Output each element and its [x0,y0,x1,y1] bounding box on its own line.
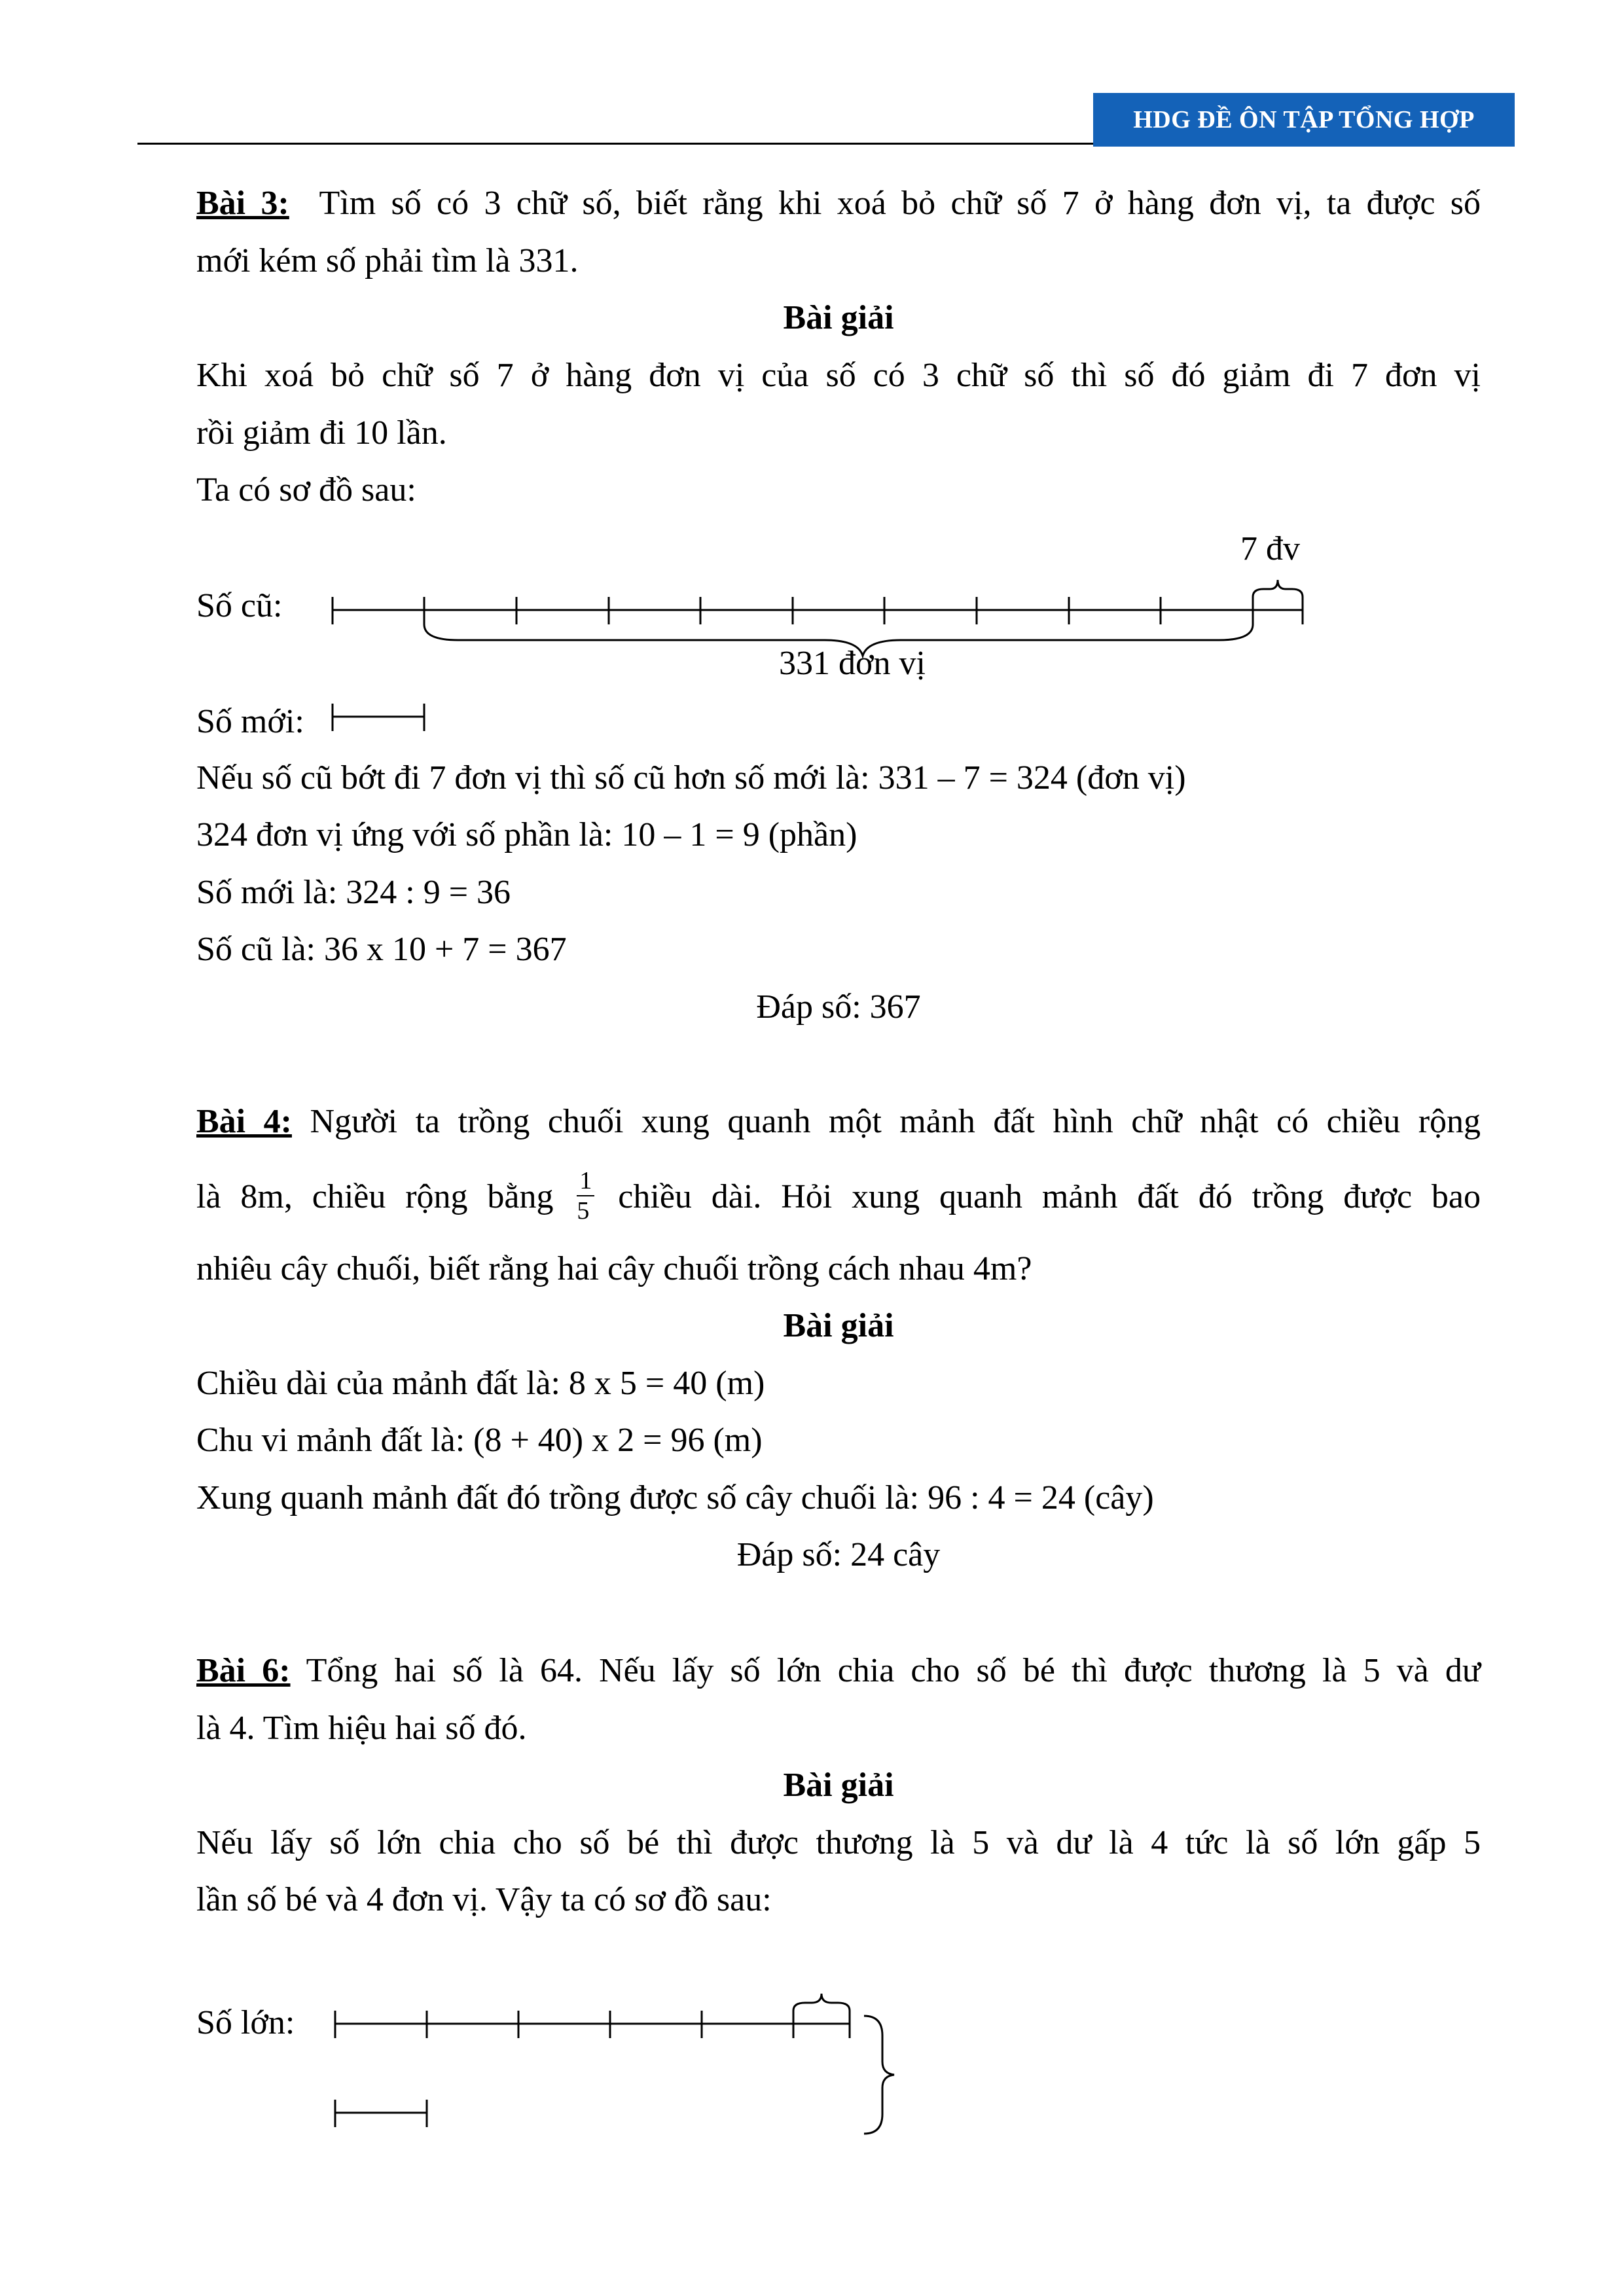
new-number-label: Số mới: [196,703,304,740]
fraction-one-fifth [577,1166,594,1225]
bai4-step3: Xung quanh mảnh đất đó trồng được số cây chuối là: 96 : 4 = 24 (cây) [196,1479,1154,1516]
bai3-sol-line2: rồi giảm đi 10 lần. [196,414,447,452]
total-brace [864,2016,894,2134]
bai3-sol-line3: Ta có sơ đồ sau: [196,471,416,509]
bai4-answer: Đáp số: 24 cây [736,1536,941,1573]
extra-4-brace [793,1994,850,2011]
bai3-step1: Nếu số cũ bớt đi 7 đơn vị thì số cũ hơn số mới là: 331 – 7 = 324 (đơn vị) [196,759,1186,797]
bai3-step3: Số mới là: 324 : 9 = 36 [196,874,511,911]
bai3-problem-text1: Tìm số có 3 chữ số, biết rằng khi xoá bỏ chữ số 7 ở hàng đơn vị, ta được số [319,185,1481,222]
brace-331 [424,624,1253,656]
diagram-bai3 [0,563,1624,746]
bai6-problem-line1 [196,1651,1481,1691]
bai3-solution-title: Bài giải [783,299,894,336]
extra-7dv-label: 7 đv [1240,530,1300,567]
header-rule [137,143,1093,145]
bai6-problem-line2: là 4. Tìm hiệu hai số đó. [196,1710,527,1747]
bai4-problem-text2b: chiều dài. Hỏi xung quanh mảnh đất đó trồng được bao [618,1177,1481,1215]
bai6-solution-title: Bài giải [783,1767,894,1804]
bai3-step2: 324 đơn vị ứng với số phần là: 10 – 1 = 9 (phần) [196,816,857,853]
extra-7dv-brace [1253,580,1303,597]
bai3-step4: Số cũ là: 36 x 10 + 7 = 367 [196,931,567,968]
bai3-answer: Đáp số: 367 [756,988,921,1026]
bai3-problem-line2: mới kém số phải tìm là 331. [196,242,579,279]
bai4-problem-line2 [196,1167,1481,1229]
fraction-denominator: 5 [577,1197,590,1225]
bai6-sol-line1: Nếu lấy số lớn chia cho số bé thì được thương là 5 và dư là 4 tức là số lớn gấp 5 [196,1824,1481,1861]
old-number-label: Số cũ: [196,587,283,624]
bai6-problem-text1: Tổng hai số là 64. Nếu lấy số lớn chia cho số bé thì được thương là 5 và dư [306,1652,1481,1689]
bai4-problem-text1: Người ta trồng chuối xung quanh một mảnh đất hình chữ nhật có chiều rộng [310,1103,1481,1140]
brace-331-label: 331 đơn vị [779,645,926,682]
bai4-problem-text2a: là 8m, chiều rộng bằng [196,1177,554,1215]
bai4-problem-line1 [196,1102,1481,1142]
bai3-problem-line1 [196,183,1481,224]
bai3-sol-line1: Khi xoá bỏ chữ số 7 ở hàng đơn vị của số có 3 chữ số thì số đó giảm đi 7 đơn vị [196,357,1481,394]
fraction-numerator: 1 [577,1166,594,1196]
bai6-sol-line2: lần số bé và 4 đơn vị. Vậy ta có sơ đồ sau: [196,1881,772,1918]
diagram-bai6 [0,1977,1624,2147]
bai4-problem-line3: nhiêu cây chuối, biết rằng hai cây chuối trồng cách nhau 4m? [196,1250,1032,1287]
bai4-label: Bài 4: [196,1103,292,1140]
header-title: HDG ĐỀ ÔN TẬP TỔNG HỢP [1093,93,1515,147]
bai4-step1: Chiều dài của mảnh đất là: 8 x 5 = 40 (m) [196,1365,765,1402]
big-number-label: Số lớn: [196,2004,295,2041]
bai3-label: Bài 3: [196,185,289,222]
bai6-label: Bài 6: [196,1652,291,1689]
bai4-step2: Chu vi mảnh đất là: (8 + 40) x 2 = 96 (m) [196,1422,763,1459]
bai4-solution-title: Bài giải [783,1307,894,1344]
